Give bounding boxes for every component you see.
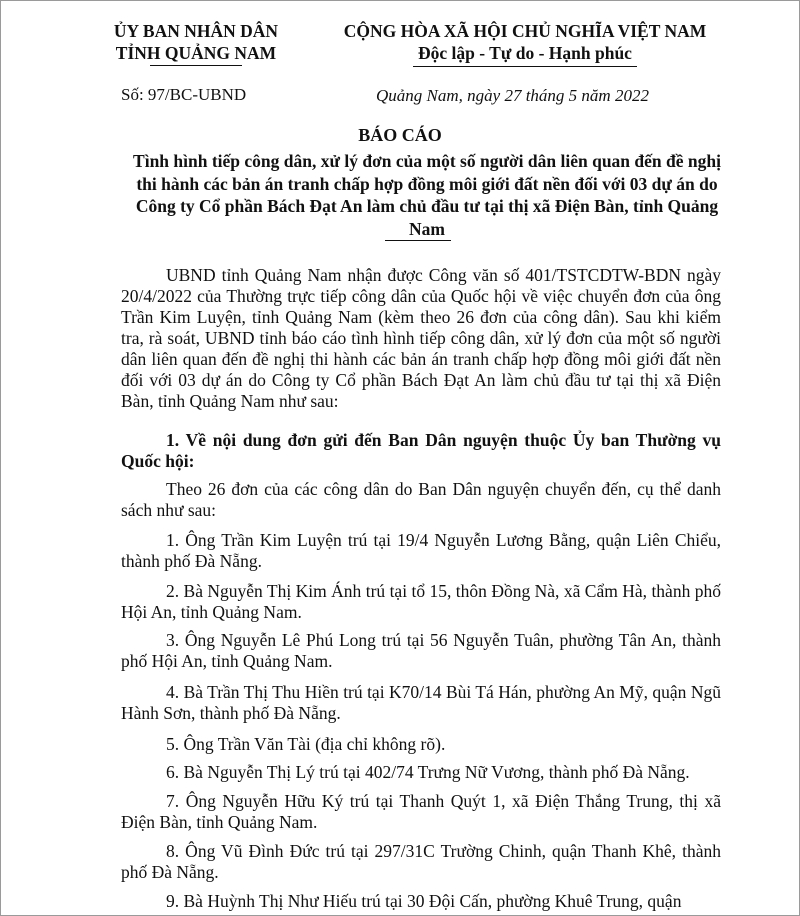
document-number: Số: 97/BC-UBND bbox=[121, 85, 247, 104]
document-subtitle: Tình hình tiếp công dân, xử lý đơn của một số người dân liên quan đến đề nghị thi hành các bản án tranh chấp hợp đồng môi giới đất nền đối với 03 dự án do Công ty Cổ phần Bách Đạt An làm chủ đầu tư tại thị xã Điện Bàn, tỉnh Quảng Nam bbox=[133, 151, 721, 239]
list-item: 8. Ông Vũ Đình Đức trú tại 297/31C Trường Chinh, quận Thanh Khê, thành phố Đà Nẵng. bbox=[121, 841, 721, 882]
list-item: 5. Ông Trần Văn Tài (địa chỉ không rõ). bbox=[166, 734, 446, 754]
agency-underline bbox=[150, 65, 242, 66]
section-1-heading: 1. Về nội dung đơn gửi đến Ban Dân nguyện thuộc Ủy ban Thường vụ Quốc hội: bbox=[121, 430, 721, 471]
list-item: 3. Ông Nguyễn Lê Phú Long trú tại 56 Nguyễn Tuân, phường Tân An, thành phố Hội An, tỉnh Quảng Nam. bbox=[121, 630, 721, 671]
list-item: 2. Bà Nguyễn Thị Kim Ánh trú tại tổ 15, thôn Đồng Nà, xã Cẩm Hà, thành phố Hội An, tỉnh Quảng Nam. bbox=[121, 581, 721, 622]
subtitle-underline bbox=[385, 240, 451, 241]
intro-paragraph: UBND tỉnh Quảng Nam nhận được Công văn số 401/TSTCDTW-BDN ngày 20/4/2022 của Thường trực tiếp công dân của Quốc hội về việc chuyển đơn của ông Trần Kim Luyện, tỉnh Quảng Nam (kèm theo 26 đơn của công dân). Sau khi kiểm tra, rà soát, UBND tỉnh báo cáo tình hình tiếp công dân, xử lý đơn của một số người dân liên quan đến đề nghị thi hành các bản án tranh chấp hợp đồng môi giới đất nền đối với 03 dự án do Công ty Cổ phần Bách Đạt An làm chủ đầu tư tại thị xã Điện Bàn, tỉnh Quảng Nam như sau: bbox=[121, 265, 721, 411]
list-item: 7. Ông Nguyễn Hữu Ký trú tại Thanh Quýt 1, xã Điện Thắng Trung, thị xã Điện Bàn, tỉnh Quảng Nam. bbox=[121, 791, 721, 832]
section-1-intro: Theo 26 đơn của các công dân do Ban Dân nguyện chuyển đến, cụ thể danh sách như sau: bbox=[121, 479, 721, 520]
list-item: 9. Bà Huỳnh Thị Như Hiếu trú tại 30 Đội Cấn, phường Khuê Trung, quận bbox=[166, 891, 682, 911]
list-item: 6. Bà Nguyễn Thị Lý trú tại 402/74 Trưng Nữ Vương, thành phố Đà Nẵng. bbox=[166, 762, 690, 782]
nation-header bbox=[330, 20, 720, 64]
list-item: 1. Ông Trần Kim Luyện trú tại 19/4 Nguyễn Lương Bằng, quận Liên Chiểu, thành phố Đà Nẵng. bbox=[121, 530, 721, 571]
nation-name: CỘNG HÒA XÃ HỘI CHỦ NGHĨA VIỆT NAM bbox=[343, 21, 707, 41]
motto: Độc lập - Tự do - Hạnh phúc bbox=[418, 43, 632, 63]
motto-underline bbox=[413, 66, 637, 67]
place-date: Quảng Nam, ngày 27 tháng 5 năm 2022 bbox=[376, 86, 649, 105]
agency-line-2: TỈNH QUẢNG NAM bbox=[115, 43, 277, 63]
agency-header bbox=[96, 20, 296, 64]
document-title: BÁO CÁO bbox=[358, 125, 442, 145]
list-item: 4. Bà Trần Thị Thu Hiền trú tại K70/14 Bùi Tá Hán, phường An Mỹ, quận Ngũ Hành Sơn, thành phố Đà Nẵng. bbox=[121, 682, 721, 723]
agency-line-1: ỦY BAN NHÂN DÂN bbox=[113, 21, 279, 41]
